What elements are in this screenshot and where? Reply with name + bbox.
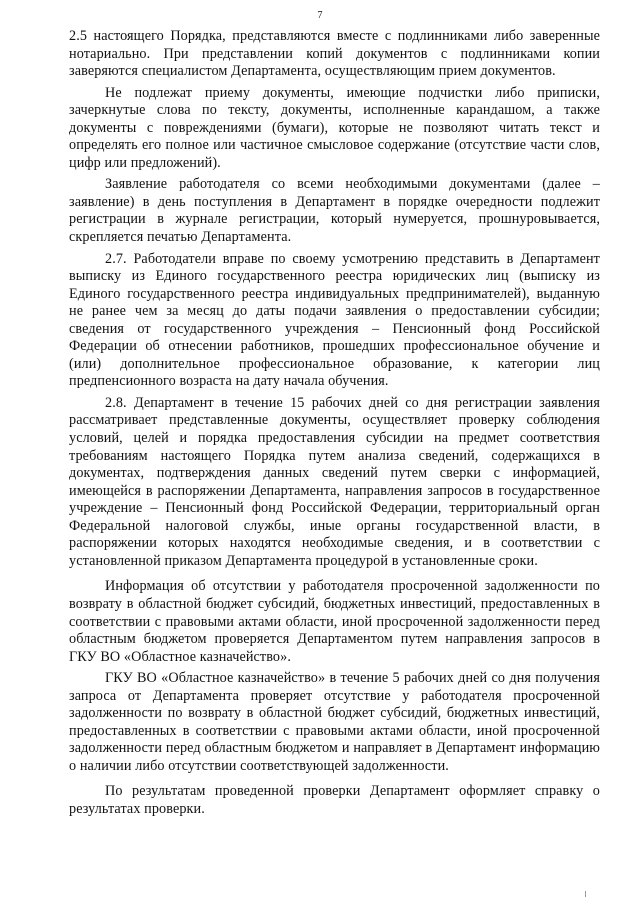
paragraph-registration: Заявление работодателя со всеми необходимыми документами (далее – заявление) в день поступления в Департамент в порядке очередности подлежит регистрации в журнале регистрации, который нумеруется, прошнуровывается, скрепляется печатью Департамента. [69, 176, 600, 246]
paragraph-2-8: 2.8. Департамент в течение 15 рабочих дней со дня регистрации заявления рассматривает представленные документы, осуществляет проверку соблюдения условий, целей и порядка предоставления субсидии на предмет соответствия требованиям настоящего Порядка путем анализа сведений, содержащихся в документах, подтверждения данных сведений путем сверки с информацией, имеющейся в распоряжении Департамента, направления запросов в государственное учреждение – Пенсионный фонд Российской Федерации, территориальный орган Федеральной налоговой службы, иные органы государственной власти, в распоряжении которых находятся необходимые сведения, и в соответствии с установленной приказом Департамента процедурой в установленные сроки. [69, 394, 600, 569]
page-number: 7 [317, 10, 323, 21]
paragraph-continuation: 2.5 настоящего Порядка, представляются вместе с подлинниками либо заверенные нотариально. При представлении копий документов с подлинниками копии заверяются специалистом Департамента, осуществляющим прием документов. [69, 28, 600, 80]
paragraph-result: По результатам проведенной проверки Департамент оформляет справку о результатах проверки. [69, 783, 600, 817]
document-body [69, 28, 600, 823]
paragraph-treasury: ГКУ ВО «Областное казначейство» в течение 5 рабочих дней со дня получения запроса от Департамента проверяет отсутствие у работодателя просроченной задолженности по возврату в областной бюджет субсидий, бюджетных инвестиций, предоставленных в соответствии с правовыми актами области, иной просроченной задолженности перед областным бюджетом и направляет в Департамент информацию о наличии либо отсутствии соответствующей задолженности. [69, 670, 600, 774]
paragraph-debt-info: Информация об отсутствии у работодателя просроченной задолженности по возврату в областной бюджет субсидий, бюджетных инвестиций, предоставленных в соответствии с правовыми актами области, иной просроченной задолженности перед областным бюджетом проверяется Департаментом путем направления запросов в ГКУ ВО «Областное казначейство». [69, 578, 600, 665]
paragraph-2-7: 2.7. Работодатели вправе по своему усмотрению представить в Департамент выписку из Единого государственного реестра юридических лиц (выписку из Единого государственного реестра индивидуальных предпринимателей), выданную не ранее чем за месяц до даты подачи заявления о предоставлении субсидии; сведения от государственного учреждения – Пенсионный фонд Российской Федерации об отнесении работников, прошедших профессиональное обучение и (или) дополнительное профессиональное образование, к категории лиц предпенсионного возраста на дату начала обучения. [69, 250, 600, 390]
paragraph-rejection-rules: Не подлежат приему документы, имеющие подчистки либо приписки, зачеркнутые слова по тексту, документы, исполненные карандашом, а также документы с повреждениями (бумаги), которые не позволяют читать текст и определять его полное или частичное смысловое содержание (отсутствие части слов, цифр или предложений). [69, 84, 600, 171]
scan-mark [585, 891, 586, 897]
